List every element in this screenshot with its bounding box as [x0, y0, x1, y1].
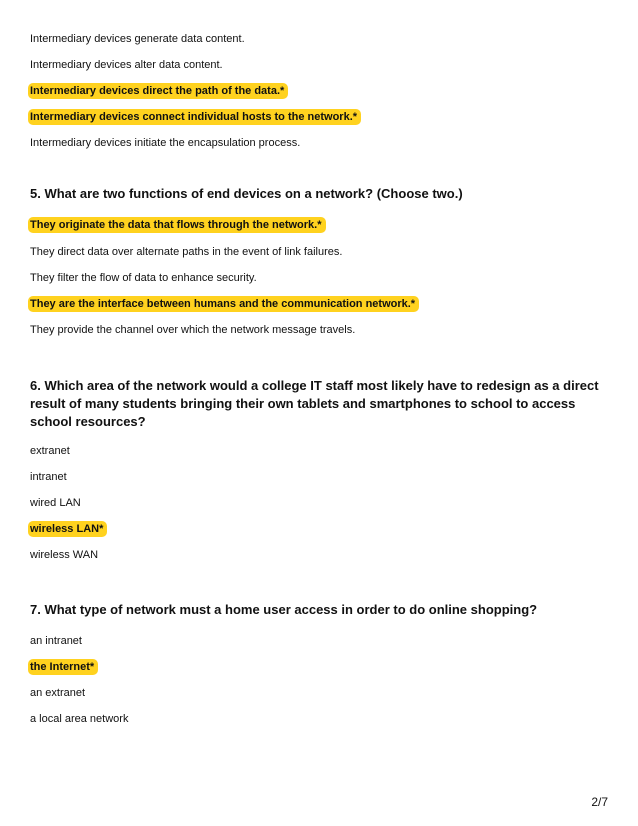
q6-option-wireless-wan: wireless WAN	[30, 549, 99, 561]
q6-option-wireless-lan: wireless LAN*	[30, 522, 107, 536]
option-generate-data: Intermediary devices generate data content.	[30, 33, 245, 45]
option-initiate-encapsulation: Intermediary devices initiate the encapsulation process.	[30, 137, 301, 149]
q7-option-internet: the Internet*	[30, 660, 98, 674]
page-number: 2/7	[591, 795, 608, 809]
q5-option-filter: They filter the flow of data to enhance security.	[30, 272, 257, 284]
option-connect-hosts: Intermediary devices connect individual hosts to the network.*	[30, 110, 361, 124]
q7-option-lan: a local area network	[30, 713, 129, 725]
q6-option-intranet: intranet	[30, 471, 67, 483]
question-7: 7. What type of network must a home user access in order to do online shopping?	[30, 602, 538, 617]
question-6: 6. Which area of the network would a college IT staff most likely have to redesign as a direct result of many students bringing their own tablets and smartphones to school to access school resources?	[30, 378, 599, 429]
q5-option-direct-data: They direct data over alternate paths in the event of link failures.	[30, 246, 343, 258]
question-5: 5. What are two functions of end devices on a network? (Choose two.)	[30, 186, 463, 201]
q6-option-wired-lan: wired LAN	[30, 497, 81, 509]
q5-option-interface: They are the interface between humans and the communication network.*	[30, 297, 419, 311]
option-alter-data: Intermediary devices alter data content.	[30, 59, 223, 71]
q5-option-originate: They originate the data that flows through the network.*	[30, 218, 326, 232]
option-direct-path: Intermediary devices direct the path of the data.*	[30, 84, 288, 98]
q7-option-extranet: an extranet	[30, 687, 86, 699]
q6-option-extranet: extranet	[30, 445, 70, 457]
q7-option-intranet: an intranet	[30, 635, 82, 647]
q5-option-channel: They provide the channel over which the network message travels.	[30, 324, 356, 336]
